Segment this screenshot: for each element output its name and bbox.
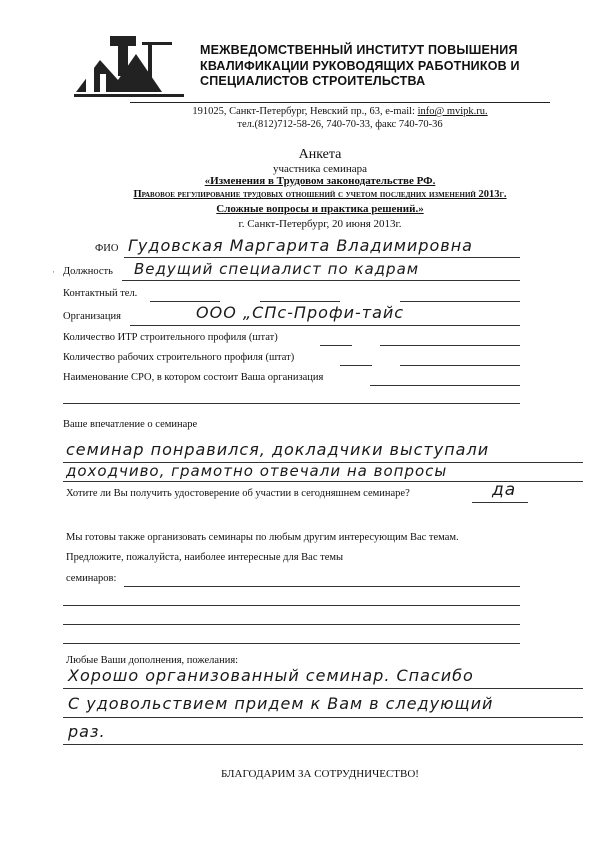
itr-label: Количество ИТР строительного профиля (штат) bbox=[63, 332, 278, 343]
item-marker: · bbox=[52, 267, 55, 277]
workers-line-2 bbox=[400, 365, 520, 366]
impression-label: Ваше впечатление о семинаре bbox=[63, 419, 198, 430]
sro-label: Наименование СРО, в котором состоит Ваша организация bbox=[63, 372, 324, 383]
comments-value-3[interactable]: раз. bbox=[68, 722, 106, 741]
institute-logo bbox=[70, 30, 188, 102]
header-rule bbox=[130, 102, 550, 103]
thanks-footer: БЛАГОДАРИМ ЗА СОТРУДНИЧЕСТВО! bbox=[221, 768, 419, 780]
institute-line-3: СПЕЦИАЛИСТОВ СТРОИТЕЛЬСТВА bbox=[200, 74, 426, 88]
topics-intro: Мы готовы также организовать семинары по любым другим интересующим Вас темам. bbox=[66, 532, 459, 543]
seminar-title-line-3: Сложные вопросы и практика решений.» bbox=[216, 203, 424, 215]
institute-name bbox=[200, 43, 580, 90]
sro-line-1 bbox=[370, 385, 520, 386]
itr-line-2 bbox=[380, 345, 520, 346]
email-link[interactable]: info@ mvipk.ru. bbox=[417, 106, 488, 117]
topics-line-1 bbox=[124, 586, 520, 587]
org-label: Организация bbox=[63, 311, 121, 322]
topics-line-3 bbox=[63, 624, 520, 625]
position-line bbox=[122, 280, 520, 281]
position-value[interactable]: Ведущий специалист по кадрам bbox=[134, 260, 420, 278]
fio-label: ФИО bbox=[95, 243, 119, 254]
seminar-title-line-1: «Изменения в Трудовом законодательстве РФ. bbox=[204, 175, 436, 187]
fio-line bbox=[124, 257, 520, 258]
phones-line: тел.(812)712-58-26, 740-70-33, факс 740-70-36 bbox=[237, 119, 443, 130]
address-line bbox=[130, 106, 550, 117]
contact-line-1 bbox=[150, 301, 220, 302]
topics-label: семинаров: bbox=[66, 573, 117, 584]
workers-label: Количество рабочих строительного профиля (штат) bbox=[63, 352, 295, 363]
institute-line-1: МЕЖВЕДОМСТВЕННЫЙ ИНСТИТУТ ПОВЫШЕНИЯ bbox=[200, 43, 518, 57]
comments-value-1[interactable]: Хорошо организованный семинар. Спасибо bbox=[68, 666, 474, 685]
certificate-label: Хотите ли Вы получить удостоверение об участии в сегодняшнем семинаре? bbox=[66, 488, 410, 499]
contact-label: Контактный тел. bbox=[63, 288, 138, 299]
impression-value-2[interactable]: доходчиво, грамотно отвечали на вопросы bbox=[66, 462, 448, 480]
workers-line-1 bbox=[340, 365, 372, 366]
comments-line-1 bbox=[63, 688, 583, 689]
certificate-value[interactable]: да bbox=[492, 480, 517, 500]
topics-line-4 bbox=[63, 643, 520, 644]
itr-line-1 bbox=[320, 345, 352, 346]
topics-prompt: Предложите, пожалуйста, наиболее интересные для Вас темы bbox=[66, 552, 344, 563]
address-text: 191025, Санкт-Петербург, Невский пр., 63, e-mail: bbox=[192, 106, 418, 117]
contact-line-3 bbox=[400, 301, 520, 302]
org-line bbox=[130, 325, 520, 326]
seminar-title-line-2: Правовое регулирование трудовых отношений с учетом последних изменений 2013г. bbox=[133, 189, 507, 200]
certificate-line bbox=[472, 502, 528, 503]
comments-line-2 bbox=[63, 717, 583, 718]
position-label: Должность bbox=[63, 266, 113, 277]
topics-line-2 bbox=[63, 605, 520, 606]
impression-value-1[interactable]: семинар понравился, докладчики выступали bbox=[66, 440, 490, 459]
institute-line-2: КВАЛИФИКАЦИИ РУКОВОДЯЩИХ РАБОТНИКОВ И bbox=[200, 58, 520, 73]
form-title: Анкета bbox=[298, 147, 342, 162]
sro-line-2 bbox=[63, 403, 520, 404]
city-date: г. Санкт-Петербург, 20 июня 2013г. bbox=[238, 218, 402, 230]
comments-value-2[interactable]: С удовольствием придем к Вам в следующий bbox=[68, 694, 494, 713]
comments-line-3 bbox=[63, 744, 583, 745]
fio-value[interactable]: Гудовская Маргарита Владимировна bbox=[128, 236, 473, 255]
comments-label: Любые Ваши дополнения, пожелания: bbox=[66, 655, 239, 666]
org-value[interactable]: ООО „СПс-Профи-тайс bbox=[196, 303, 405, 322]
form-subtitle: участника семинара bbox=[272, 163, 368, 175]
contact-line-2 bbox=[260, 301, 340, 302]
